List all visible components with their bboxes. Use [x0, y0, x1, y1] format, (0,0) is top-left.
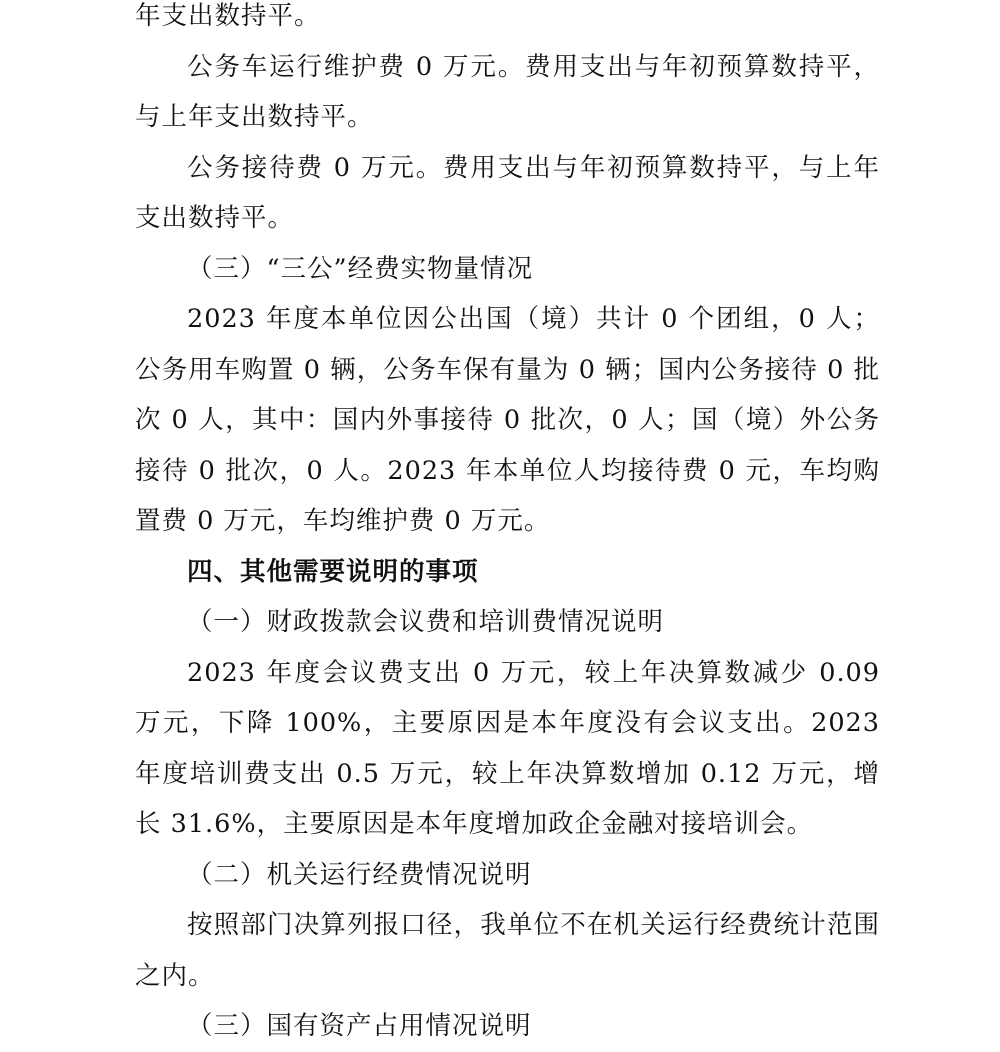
heading-sangong-physical: （三）“三公”经费实物量情况: [187, 253, 534, 284]
paragraph-continuation: 年支出数持平。: [135, 1, 321, 31]
paragraph-vehicle-maintenance: 公务车运行维护费 0 万元。费用支出与年初预算数持平，与上年支出数持平。: [135, 51, 880, 132]
paragraph-sangong-details: 2023 年度本单位因公出国（境）共计 0 个团组，0 人；公务用车购置 0 辆，公务车保有量为 0 辆；国内公务接待 0 批次 0 人，其中：国内外事接待 0 批次，0 人；国（境）外公务接待 0 批次，0 人。2023 年本单位人均接待费 0 元，车均购置费 0 万元，车均维护费 0 万元。: [135, 304, 880, 536]
heading-meeting-training: （一）财政拨款会议费和培训费情况说明: [187, 607, 665, 637]
heading-state-assets: （三）国有资产占用情况说明: [187, 1011, 532, 1041]
paragraph-reception-fee: 公务接待费 0 万元。费用支出与年初预算数持平，与上年支出数持平。: [135, 152, 880, 233]
paragraph-meeting-training: 2023 年度会议费支出 0 万元，较上年决算数减少 0.09 万元，下降 100%，主要原因是本年度没有会议支出。2023 年度培训费支出 0.5 万元，较上年决算数增加 0.12 万元，增长 31.6%，主要原因是本年度增加政企金融对接培训会。: [135, 657, 880, 839]
document-page: [135, 0, 880, 1052]
heading-section-four: 四、其他需要说明的事项: [187, 556, 479, 587]
paragraph-operating-funds: 按照部门决算列报口径，我单位不在机关运行经费统计范围之内。: [135, 910, 880, 991]
heading-operating-funds: （二）机关运行经费情况说明: [187, 859, 532, 890]
